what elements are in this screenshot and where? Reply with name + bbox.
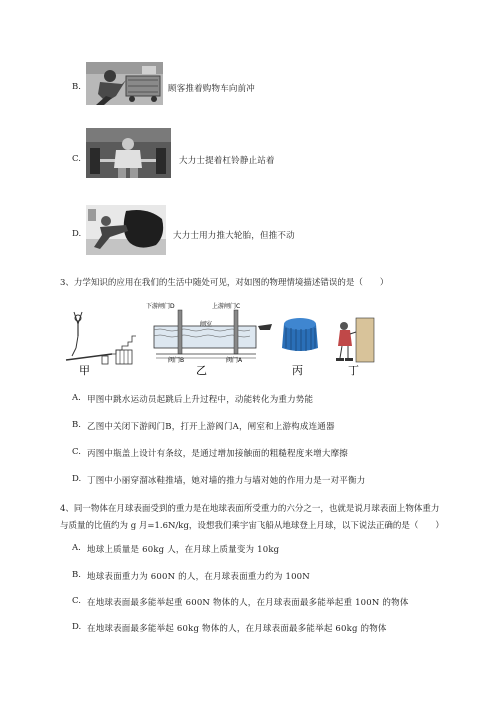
- option-letter: B.: [72, 570, 81, 580]
- option-text: 丁图中小丽穿溜冰鞋推墙，她对墙的推力与墙对她的作用力是一对平衡力: [87, 476, 366, 486]
- option-text: 地球表面重力为 600N 的人，在月球表面重力约为 100N: [87, 572, 310, 582]
- fig-label-jia: 甲: [79, 364, 90, 376]
- shopping-cart-photo: [86, 62, 163, 105]
- option-text: 丙图中瓶盖上设计有条纹，是通过增加接触面的粗糙程度来增大摩擦: [87, 449, 349, 459]
- option-letter: C.: [72, 447, 81, 457]
- option-letter: D.: [72, 622, 82, 632]
- q3-figure: [60, 296, 440, 376]
- option-letter: A.: [72, 393, 81, 403]
- label-valve-a: 阀门A: [226, 357, 243, 364]
- diver-figure: [66, 312, 136, 364]
- option-letter: B.: [72, 82, 81, 92]
- option-letter: D.: [72, 229, 82, 239]
- option-letter: C.: [72, 596, 81, 606]
- option-text: 在地球表面最多能举起重 600N 物体的人，在月球表面最多能举起重 100N 的物体: [87, 598, 409, 608]
- barbell-photo: [86, 128, 171, 178]
- option-letter: B.: [72, 420, 81, 430]
- question-4-stem-line1: 4、同一物体在月球表面受到的重力是在地球表面所受重力的六分之一，也就是说月球表面上物体重力: [60, 504, 440, 514]
- option-letter: A.: [72, 543, 81, 553]
- option-text: 在地球表面最多能举起 60kg 物体的人，在月球表面最多能举起 60kg 的物体: [87, 624, 387, 634]
- option-text: 甲图中跳水运动员起跳后上升过程中，动能转化为重力势能: [87, 395, 314, 405]
- label-chamber: 闸室: [200, 321, 213, 328]
- question-4-stem-line2: 与质量的比值约为 g 月=1.6N/kg，设想我们乘宇宙飞船从地球登上月球，以下说法正确的是（ ）: [60, 521, 444, 531]
- label-upstream-gate: 上游闸门C: [212, 303, 241, 310]
- label-valve-b: 阀门B: [168, 357, 185, 364]
- option-text: 地球上质量是 60kg 人，在月球上质量变为 10kg: [87, 545, 280, 555]
- fig-label-bing: 丙: [292, 364, 303, 376]
- label-downstream-gate: 下游闸门D: [146, 303, 175, 310]
- option-letter: D.: [72, 474, 82, 484]
- option-text: 顾客推着购物车向前冲: [168, 84, 256, 94]
- bottle-cap-figure: [282, 318, 318, 351]
- fig-label-ding: 丁: [348, 364, 359, 376]
- ship-lock-figure: [154, 310, 272, 358]
- option-text: 大力士提着杠铃静止站着: [179, 156, 275, 166]
- wall-push-figure: [336, 318, 374, 362]
- option-text: 大力士用力推大轮胎，但推不动: [173, 231, 295, 241]
- question-3-stem: 3、力学知识的应用在我们的生活中随处可见，对如图的物理情境描述错误的是（ ）: [60, 278, 389, 288]
- option-letter: C.: [72, 154, 81, 164]
- tire-push-photo: [86, 205, 166, 255]
- option-text: 乙图中关闭下游阀门B，打开上游阀门A，闸室和上游构成连通器: [87, 422, 335, 432]
- fig-label-yi: 乙: [196, 364, 207, 376]
